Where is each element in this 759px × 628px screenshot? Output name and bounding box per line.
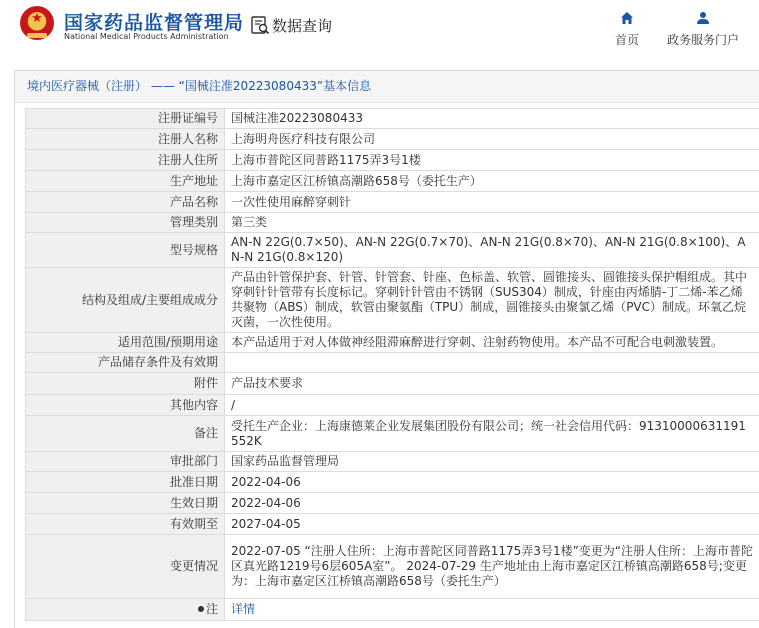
field-value: 产品技术要求 bbox=[225, 373, 759, 395]
field-value: 上海明舟医疗科技有限公司 bbox=[225, 129, 759, 150]
nav-home-label: 首页 bbox=[615, 33, 639, 47]
table-row bbox=[26, 514, 759, 535]
site-header bbox=[0, 0, 759, 56]
nav-home[interactable] bbox=[612, 9, 642, 48]
data-query-label: 数据查询 bbox=[272, 15, 332, 36]
field-value: 国械注准20223080433 bbox=[225, 109, 759, 129]
table-row bbox=[26, 493, 759, 514]
bullet-icon bbox=[198, 606, 204, 612]
field-value: 2022-07-05 “注册人住所：上海市普陀区同普路1175弄3号1楼”变更为“注册人住所：上海市普陀区真光路1219号6层605A室”。 2024-07-29 生产地址由上海市嘉定区江桥镇高潮路658号;变更为：上海市嘉定区江桥镇高潮路658号（委托生产） bbox=[225, 535, 759, 599]
table-row bbox=[26, 472, 759, 493]
field-value bbox=[225, 599, 759, 621]
table-row bbox=[26, 373, 759, 395]
field-value: 2022-04-06 bbox=[225, 493, 759, 514]
breadcrumb-category[interactable]: 境内医疗器械（注册） bbox=[27, 79, 147, 93]
user-icon bbox=[696, 9, 710, 27]
field-label: 附件 bbox=[26, 373, 225, 395]
table-row bbox=[26, 333, 759, 353]
table-row bbox=[26, 109, 759, 129]
field-value: / bbox=[225, 395, 759, 416]
field-value: 产品由针管保护套、针管、针管套、针座、色标盖、软管、圆锥接头、圆锥接头保护帽组成。其中穿刺针针管带有长度标记。穿刺针针管由不锈钢（SUS304）制成，针座由丙烯腈-丁二烯-苯乙烯共聚物（ABS）制成，软管由聚氨酯（TPU）制成，圆锥接头由聚氯乙烯（PVC）制成。环氧乙烷灭菌，一次性使用。 bbox=[225, 268, 759, 333]
table-row bbox=[26, 192, 759, 213]
site-logo-title[interactable]: 国家药品监督管理局 bbox=[64, 8, 244, 35]
device-info-table bbox=[25, 108, 759, 621]
table-row bbox=[26, 213, 759, 233]
table-row bbox=[26, 599, 759, 621]
detail-panel bbox=[14, 70, 759, 628]
home-icon bbox=[620, 9, 634, 27]
field-value: 第三类 bbox=[225, 213, 759, 233]
field-label: 备注 bbox=[26, 416, 225, 452]
data-query-icon bbox=[250, 15, 270, 35]
field-label: 注册人住所 bbox=[26, 150, 225, 171]
table-row bbox=[26, 129, 759, 150]
field-label: 产品储存条件及有效期 bbox=[26, 353, 225, 373]
field-value bbox=[225, 353, 759, 373]
table-row bbox=[26, 150, 759, 171]
field-value: 受托生产企业：上海康德莱企业发展集团股份有限公司；统一社会信用代码：91310000631191552K bbox=[225, 416, 759, 452]
site-logo-subtitle: National Medical Products Administration bbox=[64, 32, 229, 41]
field-label: 适用范围/预期用途 bbox=[26, 333, 225, 353]
table-row bbox=[26, 233, 759, 268]
field-value: 2027-04-05 bbox=[225, 514, 759, 535]
field-label: 批准日期 bbox=[26, 472, 225, 493]
field-value: 本产品适用于对人体做神经阻滞麻醉进行穿刺、注射药物使用。本产品不可配合电刺激装置。 bbox=[225, 333, 759, 353]
field-value: 国家药品监督管理局 bbox=[225, 452, 759, 472]
field-label: 管理类别 bbox=[26, 213, 225, 233]
field-value: 上海市嘉定区江桥镇高潮路658号（委托生产） bbox=[225, 171, 759, 192]
nav-gov-label: 政务服务门户 bbox=[667, 33, 739, 47]
field-label: 变更情况 bbox=[26, 535, 225, 599]
field-label bbox=[26, 599, 225, 621]
field-label: 审批部门 bbox=[26, 452, 225, 472]
national-emblem-icon: ★ bbox=[20, 6, 54, 40]
field-value: AN-N 22G(0.7×50)、AN-N 22G(0.7×70)、AN-N 21G(0.8×70)、AN-N 21G(0.8×100)、AN-N 21G(0.8×120) bbox=[225, 233, 759, 268]
table-row bbox=[26, 452, 759, 472]
field-label: 生产地址 bbox=[26, 171, 225, 192]
breadcrumb-separator: —— bbox=[147, 79, 179, 93]
field-label: 注册人名称 bbox=[26, 129, 225, 150]
breadcrumb-record: “国械注准20223080433”基本信息 bbox=[179, 79, 371, 93]
details-link[interactable]: 详情 bbox=[231, 602, 255, 616]
note-label: 注 bbox=[206, 602, 218, 616]
table-row bbox=[26, 171, 759, 192]
field-label: 型号规格 bbox=[26, 233, 225, 268]
data-query-link[interactable] bbox=[250, 13, 332, 37]
table-row bbox=[26, 353, 759, 373]
nav-gov-services[interactable] bbox=[660, 9, 746, 48]
field-value: 2022-04-06 bbox=[225, 472, 759, 493]
field-label: 注册证编号 bbox=[26, 109, 225, 129]
field-label: 产品名称 bbox=[26, 192, 225, 213]
table-row bbox=[26, 535, 759, 599]
table-row bbox=[26, 416, 759, 452]
field-label: 生效日期 bbox=[26, 493, 225, 514]
field-label: 结构及组成/主要组成成分 bbox=[26, 268, 225, 333]
field-label: 其他内容 bbox=[26, 395, 225, 416]
field-value: 一次性使用麻醉穿刺针 bbox=[225, 192, 759, 213]
field-label: 有效期至 bbox=[26, 514, 225, 535]
field-value: 上海市普陀区同普路1175弄3号1楼 bbox=[225, 150, 759, 171]
table-row bbox=[26, 268, 759, 333]
table-row bbox=[26, 395, 759, 416]
breadcrumb bbox=[15, 71, 759, 103]
